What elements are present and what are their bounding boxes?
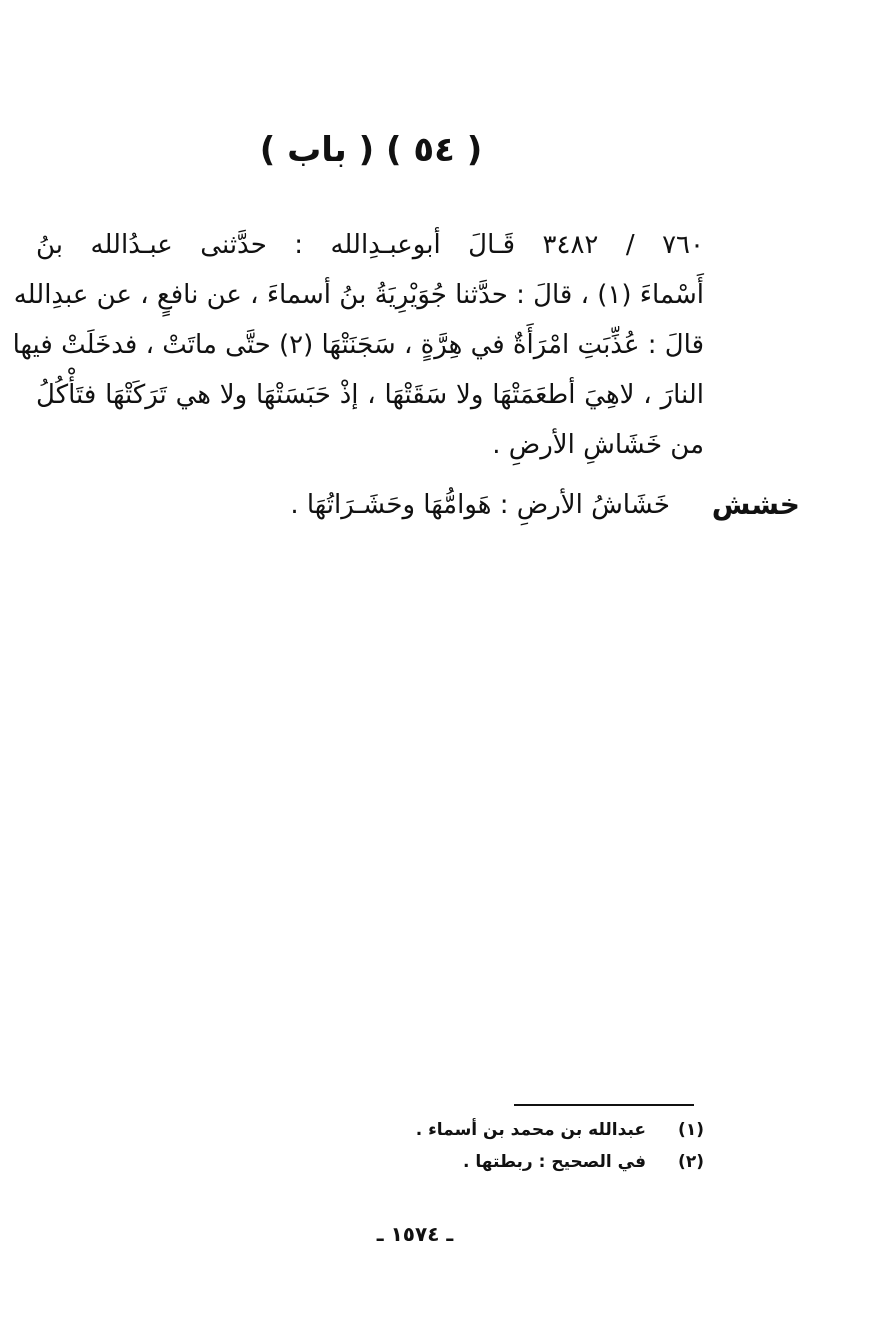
footnote-text: في الصحيح : ربطتها . — [463, 1152, 646, 1172]
gloss-definition: خَشَاشُ الأرضِ : هَوامُّهَا وحَشَـرَاتُهَا . — [290, 490, 670, 520]
hadith-line: من خَشَاشِ الأرضِ . — [492, 430, 704, 460]
hadith-line: أَسْماءَ (١) ، قالَ : حدَّثنا جُوَيْرِيَةُ بنُ أسماءَ ، عن نافعٍ ، عن عبدِالله — [13, 280, 704, 310]
hadith-line: ٧٦٠ / ٣٤٨٢ قَـالَ أبوعبـدِالله : حدَّثنى عبـدُالله بنُ — [36, 230, 704, 260]
hadith-text — [12, 220, 704, 470]
chapter-heading: ( ٥٤ ) ( باب ) — [259, 130, 483, 170]
footnote-divider — [514, 1104, 694, 1106]
hadith-line: النارَ ، لاهِيَ أطعَمَتْهَا ولا سَقَتْهَا ، إذْ حَبَسَتْهَا ولا هي تَرَكَتْهَا فتَأْكُلُ — [36, 380, 704, 410]
footnote-number: (١) — [678, 1120, 704, 1140]
footnote-item — [300, 1146, 704, 1178]
page-number: ـ ١٥٧٤ ـ — [376, 1222, 454, 1246]
gloss-entry — [230, 480, 800, 530]
footnote-number: (٢) — [678, 1152, 704, 1172]
gloss-keyword: خشش — [711, 488, 800, 521]
footnote-item — [300, 1114, 704, 1146]
footnote-text: عبدالله بن محمد بن أسماء . — [415, 1120, 646, 1140]
hadith-line: قالَ : عُذِّبَتِ امْرَأَةٌ في هِرَّةٍ ، سَجَنَتْهَا (٢) حتَّى ماتَتْ ، فدخَلَتْ فيها — [12, 330, 704, 360]
footnotes — [300, 1114, 704, 1178]
